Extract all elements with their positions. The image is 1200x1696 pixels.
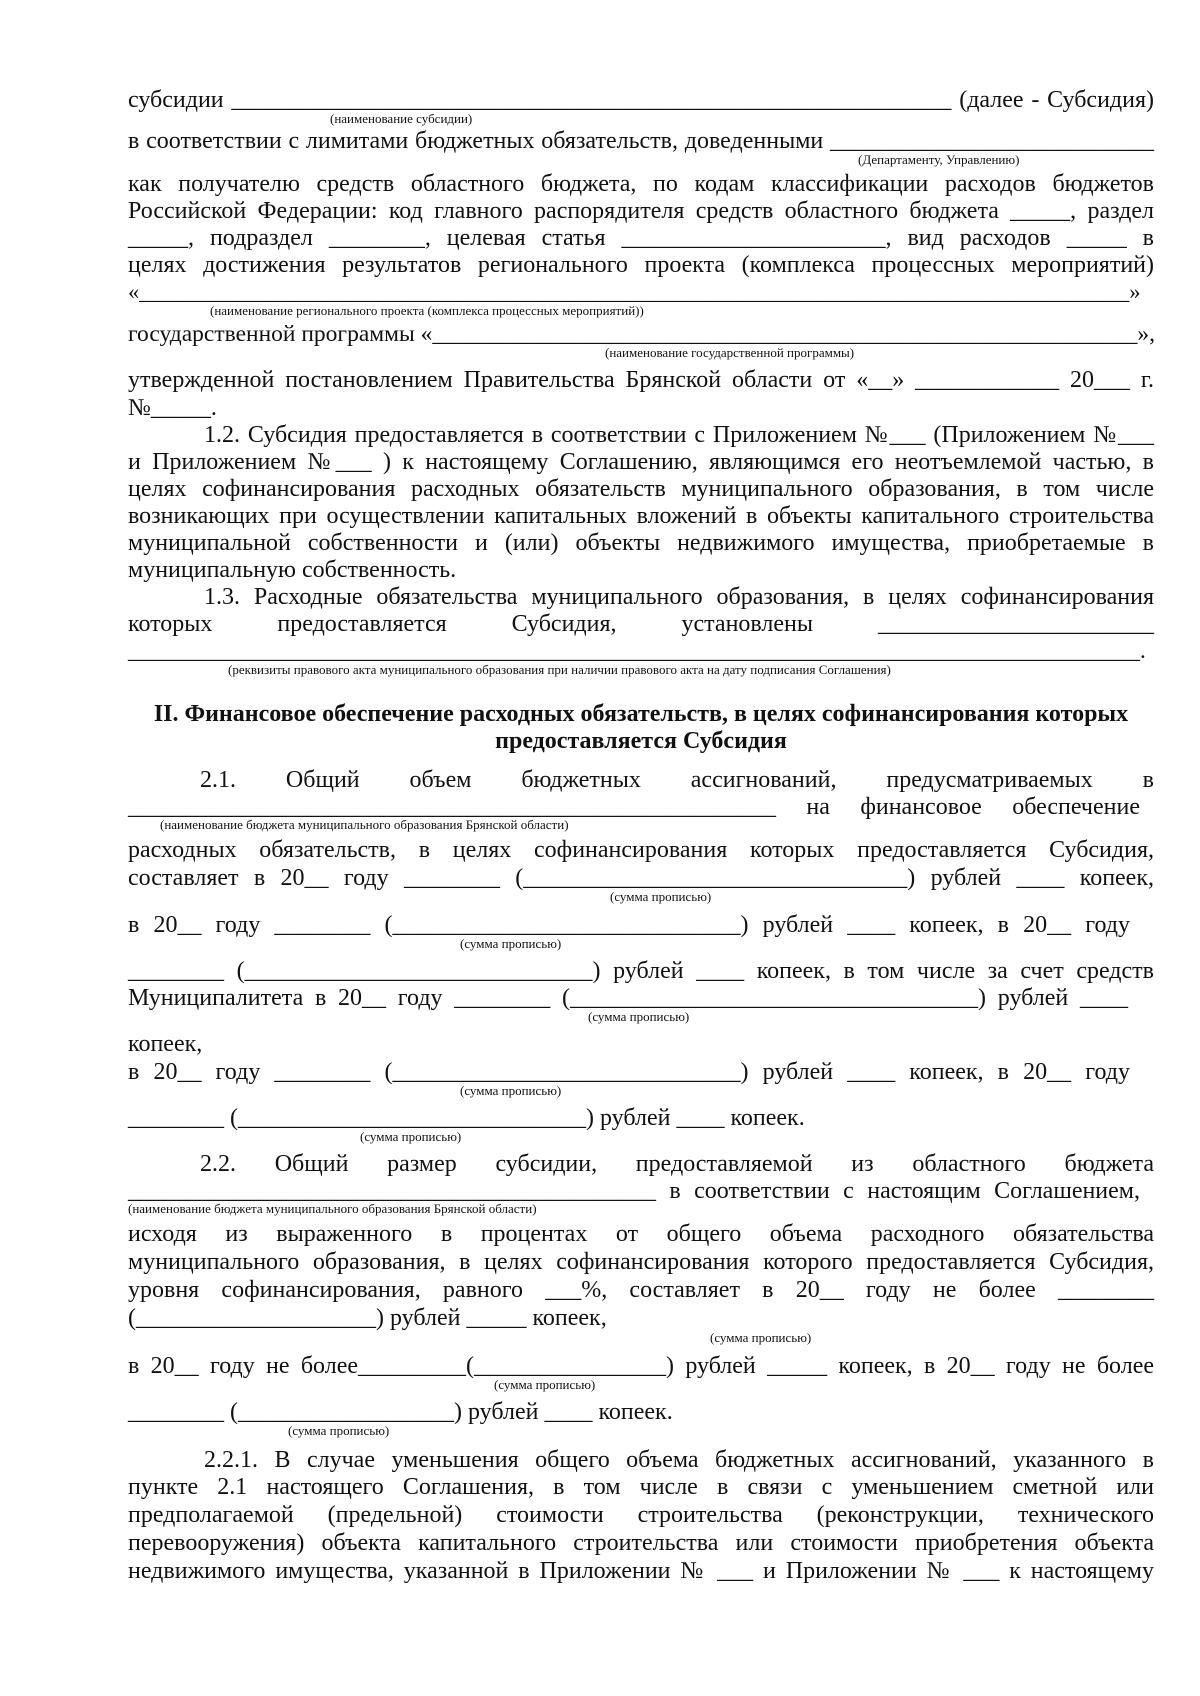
caption-amount-words: (сумма прописью)	[494, 1377, 596, 1392]
section-heading: II. Финансовое обеспечение расходных обязательств, в целях софинансирования которых	[153, 701, 1129, 727]
caption-legal-act: (реквизиты правового акта муниципального образования при наличии правового акта на дату подписания Соглашения)	[228, 662, 891, 677]
text-line: №_____.	[128, 395, 217, 421]
text-line: Муниципалитета в 20__ году ________ (__________________________________) рублей ____	[128, 985, 1128, 1011]
caption-amount-words: (сумма прописью)	[710, 1330, 812, 1345]
text-line: _____, подраздел ________, целевая статья ______________________, вид расходов _____ в	[128, 225, 1154, 251]
text-line: уровня софинансирования, равного ___%, составляет в 20__ году не более ________	[128, 1277, 1154, 1303]
text-line: ________ (_____________________________) рублей ____ копеек, в том числе за счет средств	[128, 958, 1154, 984]
text-line: в 20__ году не более_________(________________) рублей _____ копеек, в 20__ году не более	[128, 1353, 1154, 1379]
text-line: ____________________________________________ в соответствии с настоящим Соглашением,	[128, 1178, 1140, 1204]
caption-regional-project: (наименование регионального проекта (комплекса процессных мероприятий))	[210, 303, 644, 318]
caption-subsidy-name: (наименование субсидии)	[330, 111, 473, 126]
caption-amount-words: (сумма прописью)	[460, 936, 562, 951]
paragraph-2-2-1: 2.2.1. В случае уменьшения общего объема бюджетных ассигнований, указанного в	[204, 1447, 1154, 1473]
caption-amount-words: (сумма прописью)	[360, 1129, 462, 1144]
paragraph-1-2: 1.2. Субсидия предоставляется в соответствии с Приложением №___ (Приложением №___	[204, 422, 1154, 448]
text-line: исходя из выраженного в процентах от общего объема расходного обязательства	[128, 1221, 1154, 1247]
text-line: Российской Федерации: код главного распорядителя средств областного бюджета _____, раздел	[128, 198, 1154, 224]
caption-amount-words: (сумма прописью)	[460, 1083, 562, 1098]
text-line: ________ (__________________) рублей ____ копеек.	[128, 1399, 673, 1425]
paragraph-1-3: 1.3. Расходные обязательства муниципального образования, в целях софинансирования	[204, 584, 1154, 610]
text-line: целях достижения результатов регионального проекта (комплекса процессных мероприятий)	[128, 252, 1154, 278]
text-line: (____________________) рублей _____ копеек,	[128, 1305, 607, 1331]
text-line-project-blank: «________________________________________________________________________________________»	[128, 279, 1141, 304]
paragraph-2-1: 2.1. Общий объем бюджетных ассигнований, предусматриваемых в	[200, 767, 1154, 793]
caption-state-program: (наименование государственной программы)	[605, 345, 855, 360]
text-line: пункте 2.1 настоящего Соглашения, в том числе в связи с уменьшением сметной или	[128, 1474, 1154, 1500]
text-line: в 20__ году ________ (_____________________________) рублей ____ копеек, в 20__ году	[128, 1059, 1130, 1085]
text-line: недвижимого имущества, указанной в Приложении № ___ и Приложении № ___ к настоящему	[128, 1558, 1154, 1584]
text-line: ________ (_____________________________) рублей ____ копеек.	[128, 1105, 805, 1131]
caption-amount-words: (сумма прописью)	[588, 1009, 690, 1024]
text-line: перевооружения) объекта капитального строительства или стоимости приобретения объекта	[128, 1530, 1154, 1556]
text-line: в 20__ году ________ (_____________________________) рублей ____ копеек, в 20__ году	[128, 912, 1130, 938]
text-line: составляет в 20__ году ________ (________________________________) рублей ____ копеек,	[128, 865, 1154, 891]
text-line: муниципального образования, в целях софинансирования которого предоставляется Субсидия,	[128, 1249, 1154, 1275]
text-line: предполагаемой (предельной) стоимости строительства (реконструкции, технического	[128, 1502, 1154, 1528]
text-line: копеек,	[128, 1031, 203, 1057]
caption-department: (Департаменту, Управлению)	[858, 152, 1020, 167]
caption-municipal-budget: (наименование бюджета муниципального образования Брянской области)	[160, 817, 569, 832]
text-line: муниципальную собственность.	[128, 557, 457, 583]
text-line: целях софинансирования расходных обязательств муниципального образования, в том числе	[128, 476, 1154, 502]
text-line: и Приложением №___ ) к настоящему Соглашению, являющимся его неотъемлемой частью, в	[128, 449, 1154, 475]
text-line: муниципальной собственности и (или) объекты недвижимого имущества, приобретаемые в	[128, 530, 1154, 556]
caption-amount-words: (сумма прописью)	[288, 1423, 390, 1438]
text-line-state-program: государственной программы «____________________________________________________________»,	[128, 321, 1156, 347]
text-line: как получателю средств областного бюджета, по кодам классификации расходов бюджетов	[128, 171, 1154, 197]
caption-amount-words: (сумма прописью)	[610, 889, 712, 904]
paragraph-2-2: 2.2. Общий размер субсидии, предоставляемой из областного бюджета	[200, 1151, 1154, 1177]
text-line: ______________________________________________________ на финансовое обеспечение	[128, 794, 1140, 820]
text-line-limits: в соответствии с лимитами бюджетных обязательств, доведенными ___________________________	[128, 128, 1154, 154]
text-line-blank: ________________________________________________________________________________________.	[128, 638, 1146, 663]
section-heading-cont: предоставляется Субсидия	[495, 728, 787, 754]
text-line: возникающих при осуществлении капитальных вложений в объекты капитального строительства	[128, 503, 1154, 529]
caption-municipal-budget: (наименование бюджета муниципального образования Брянской области)	[128, 1201, 537, 1216]
text-line: утвержденной постановлением Правительства Брянской области от «__» ____________ 20___ г.	[128, 367, 1154, 393]
text-line: которых предоставляется Субсидия, установлены _______________________	[128, 611, 1154, 637]
text-line: расходных обязательств, в целях софинансирования которых предоставляется Субсидия,	[128, 837, 1154, 863]
text-line-subsidy: субсидии ____________________________________________________________ (далее - Субсидия)	[128, 87, 1154, 113]
